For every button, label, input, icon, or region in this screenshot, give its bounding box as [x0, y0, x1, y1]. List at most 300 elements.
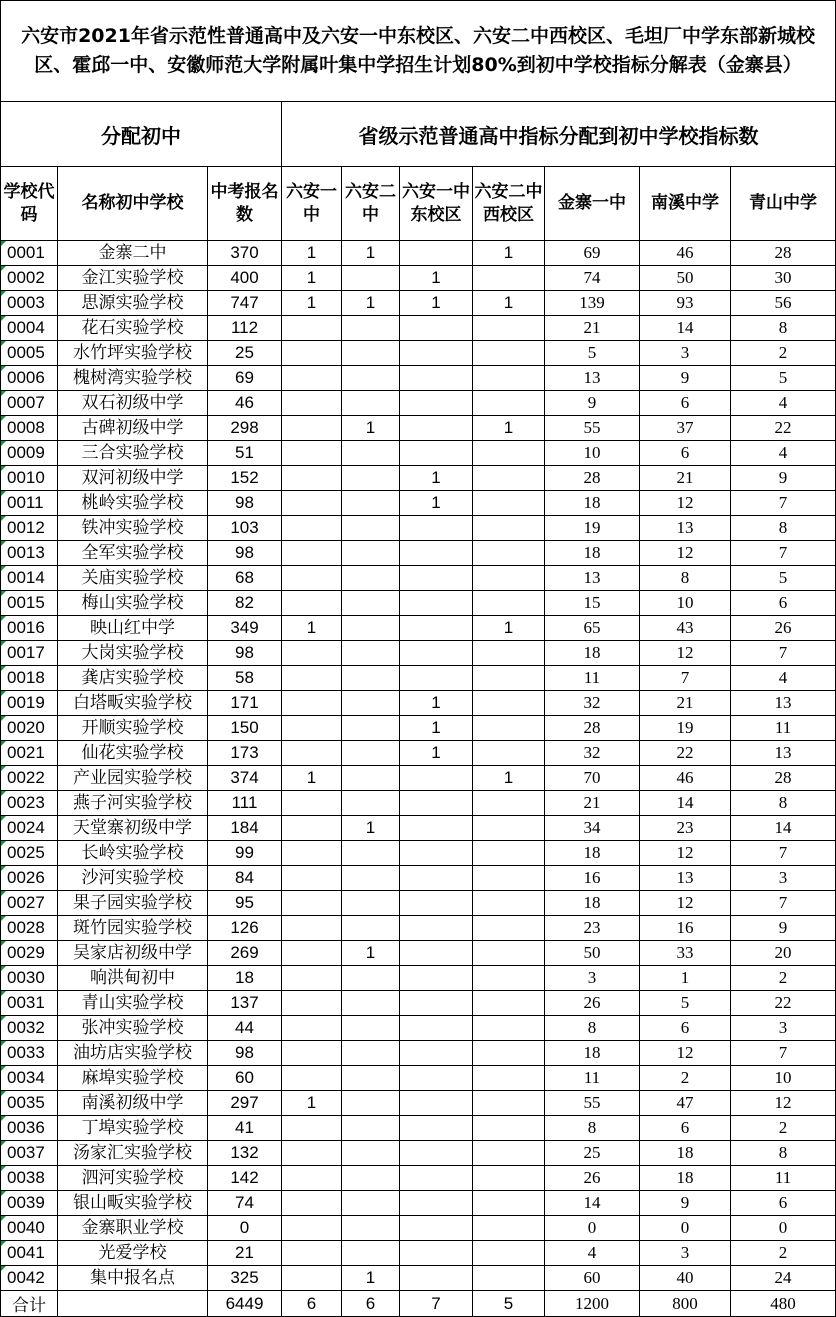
cell-luan-no2 — [342, 966, 400, 991]
column-header-qingshan: 青山中学 — [731, 167, 836, 241]
cell-jinzhai-no1: 3 — [545, 966, 640, 991]
cell-jinzhai-no1: 34 — [545, 816, 640, 841]
cell-nanxi: 9 — [640, 1191, 731, 1216]
cell-luan-no2 — [342, 516, 400, 541]
column-header-school-code: 学校代码 — [1, 167, 58, 241]
table-row — [1, 416, 836, 441]
cell-school-name: 全军实验学校 — [58, 541, 208, 566]
cell-qingshan: 4 — [731, 441, 836, 466]
cell-school-name: 双河初级中学 — [58, 466, 208, 491]
cell-school-name: 三合实验学校 — [58, 441, 208, 466]
cell-registrations: 152 — [208, 466, 282, 491]
cell-registrations: 21 — [208, 1241, 282, 1266]
cell-nanxi: 18 — [640, 1166, 731, 1191]
table-row — [1, 741, 836, 766]
cell-qingshan: 22 — [731, 991, 836, 1016]
cell-registrations: 58 — [208, 666, 282, 691]
table-row — [1, 666, 836, 691]
cell-school-code: 0040 — [1, 1216, 58, 1241]
cell-jinzhai-no1: 28 — [545, 466, 640, 491]
cell-school-code: 0038 — [1, 1166, 58, 1191]
cell-jinzhai-no1: 16 — [545, 866, 640, 891]
cell-luan-no1-east: 1 — [400, 466, 473, 491]
cell-nanxi: 0 — [640, 1216, 731, 1241]
cell-luan-no2-west — [473, 441, 545, 466]
cell-luan-no2 — [342, 1091, 400, 1116]
cell-luan-no2 — [342, 916, 400, 941]
cell-qingshan: 8 — [731, 316, 836, 341]
table-row — [1, 1041, 836, 1066]
table-row — [1, 791, 836, 816]
cell-qingshan: 11 — [731, 1166, 836, 1191]
cell-luan-no1-east — [400, 966, 473, 991]
cell-school-code: 0003 — [1, 291, 58, 316]
cell-qingshan: 8 — [731, 791, 836, 816]
cell-luan-no1 — [282, 916, 342, 941]
cell-luan-no1-east — [400, 991, 473, 1016]
cell-luan-no2-west — [473, 566, 545, 591]
cell-luan-no1 — [282, 1141, 342, 1166]
cell-registrations: 297 — [208, 1091, 282, 1116]
cell-jinzhai-no1: 70 — [545, 766, 640, 791]
cell-luan-no2-west — [473, 666, 545, 691]
cell-luan-no1-east — [400, 1016, 473, 1041]
cell-school-code: 0039 — [1, 1191, 58, 1216]
cell-luan-no1-east — [400, 1091, 473, 1116]
cell-school-name: 双石初级中学 — [58, 391, 208, 416]
cell-registrations: 111 — [208, 791, 282, 816]
total-jinzhai-no1: 1200 — [545, 1291, 640, 1317]
cell-luan-no2 — [342, 1016, 400, 1041]
cell-qingshan: 56 — [731, 291, 836, 316]
cell-jinzhai-no1: 28 — [545, 716, 640, 741]
cell-nanxi: 12 — [640, 491, 731, 516]
cell-luan-no1 — [282, 366, 342, 391]
cell-school-code: 0021 — [1, 741, 58, 766]
cell-registrations: 126 — [208, 916, 282, 941]
cell-registrations: 103 — [208, 516, 282, 541]
cell-nanxi: 6 — [640, 391, 731, 416]
cell-jinzhai-no1: 0 — [545, 1216, 640, 1241]
cell-jinzhai-no1: 18 — [545, 841, 640, 866]
cell-luan-no2-west — [473, 916, 545, 941]
cell-luan-no1 — [282, 1116, 342, 1141]
cell-luan-no1 — [282, 1041, 342, 1066]
cell-qingshan: 22 — [731, 416, 836, 441]
cell-luan-no1 — [282, 341, 342, 366]
cell-luan-no2-west — [473, 541, 545, 566]
cell-qingshan: 7 — [731, 1041, 836, 1066]
cell-luan-no1 — [282, 391, 342, 416]
table-row — [1, 516, 836, 541]
cell-school-code: 0023 — [1, 791, 58, 816]
table-row — [1, 866, 836, 891]
cell-jinzhai-no1: 50 — [545, 941, 640, 966]
cell-luan-no1 — [282, 791, 342, 816]
cell-school-name: 青山实验学校 — [58, 991, 208, 1016]
cell-luan-no2 — [342, 466, 400, 491]
cell-jinzhai-no1: 9 — [545, 391, 640, 416]
cell-nanxi: 22 — [640, 741, 731, 766]
cell-nanxi: 21 — [640, 466, 731, 491]
cell-jinzhai-no1: 25 — [545, 1141, 640, 1166]
cell-jinzhai-no1: 69 — [545, 241, 640, 266]
cell-school-code: 0033 — [1, 1041, 58, 1066]
cell-nanxi: 19 — [640, 716, 731, 741]
cell-school-name: 燕子河实验学校 — [58, 791, 208, 816]
cell-school-name: 天堂寨初级中学 — [58, 816, 208, 841]
cell-school-code: 0010 — [1, 466, 58, 491]
column-header-luan-no2-west: 六安二中西校区 — [473, 167, 545, 241]
cell-school-code: 0002 — [1, 266, 58, 291]
table-row — [1, 491, 836, 516]
cell-school-code: 0011 — [1, 491, 58, 516]
cell-jinzhai-no1: 19 — [545, 516, 640, 541]
cell-luan-no2-west — [473, 941, 545, 966]
cell-luan-no2 — [342, 1216, 400, 1241]
cell-luan-no1-east: 1 — [400, 741, 473, 766]
cell-luan-no2 — [342, 491, 400, 516]
cell-luan-no2 — [342, 841, 400, 866]
cell-luan-no1-east — [400, 941, 473, 966]
cell-nanxi: 13 — [640, 866, 731, 891]
cell-luan-no2: 1 — [342, 416, 400, 441]
cell-luan-no2 — [342, 566, 400, 591]
cell-school-name: 金江实验学校 — [58, 266, 208, 291]
cell-registrations: 0 — [208, 1216, 282, 1241]
cell-registrations: 82 — [208, 591, 282, 616]
cell-luan-no1-east — [400, 1066, 473, 1091]
cell-luan-no1 — [282, 741, 342, 766]
cell-school-code: 0035 — [1, 1091, 58, 1116]
cell-school-name: 桃岭实验学校 — [58, 491, 208, 516]
total-luan-no2-west: 5 — [473, 1291, 545, 1317]
cell-luan-no2-west — [473, 866, 545, 891]
cell-luan-no2-west — [473, 316, 545, 341]
cell-nanxi: 12 — [640, 641, 731, 666]
table-row — [1, 1266, 836, 1291]
cell-jinzhai-no1: 26 — [545, 991, 640, 1016]
cell-nanxi: 12 — [640, 1041, 731, 1066]
column-header-luan-no1: 六安一中 — [282, 167, 342, 241]
cell-luan-no1-east — [400, 1266, 473, 1291]
cell-nanxi: 37 — [640, 416, 731, 441]
cell-nanxi: 16 — [640, 916, 731, 941]
cell-luan-no1 — [282, 416, 342, 441]
cell-jinzhai-no1: 13 — [545, 366, 640, 391]
column-header-luan-no2: 六安二中 — [342, 167, 400, 241]
cell-nanxi: 13 — [640, 516, 731, 541]
cell-jinzhai-no1: 21 — [545, 791, 640, 816]
cell-luan-no1-east — [400, 516, 473, 541]
cell-luan-no2-west — [473, 1091, 545, 1116]
group-header-right: 省级示范普通高中指标分配到初中学校指标数 — [282, 102, 836, 167]
cell-qingshan: 12 — [731, 1091, 836, 1116]
cell-school-name: 仙花实验学校 — [58, 741, 208, 766]
cell-jinzhai-no1: 26 — [545, 1166, 640, 1191]
cell-school-code: 0022 — [1, 766, 58, 791]
cell-luan-no1-east — [400, 616, 473, 641]
cell-luan-no1: 1 — [282, 291, 342, 316]
cell-luan-no2-west — [473, 991, 545, 1016]
cell-luan-no1-east — [400, 441, 473, 466]
cell-nanxi: 10 — [640, 591, 731, 616]
cell-luan-no2-west: 1 — [473, 766, 545, 791]
cell-jinzhai-no1: 21 — [545, 316, 640, 341]
cell-registrations: 349 — [208, 616, 282, 641]
cell-nanxi: 12 — [640, 891, 731, 916]
cell-jinzhai-no1: 10 — [545, 441, 640, 466]
cell-luan-no1 — [282, 316, 342, 341]
cell-luan-no1-east — [400, 766, 473, 791]
table-row — [1, 1191, 836, 1216]
cell-luan-no1-east — [400, 1216, 473, 1241]
cell-qingshan: 7 — [731, 841, 836, 866]
cell-jinzhai-no1: 11 — [545, 1066, 640, 1091]
cell-luan-no2 — [342, 1066, 400, 1091]
cell-school-code: 0015 — [1, 591, 58, 616]
cell-luan-no1 — [282, 966, 342, 991]
cell-registrations: 173 — [208, 741, 282, 766]
cell-luan-no1-east — [400, 1041, 473, 1066]
cell-jinzhai-no1: 8 — [545, 1116, 640, 1141]
cell-luan-no2 — [342, 891, 400, 916]
cell-luan-no2-west: 1 — [473, 291, 545, 316]
table-row — [1, 641, 836, 666]
cell-luan-no1 — [282, 666, 342, 691]
table-row — [1, 916, 836, 941]
cell-luan-no2-west — [473, 341, 545, 366]
cell-school-name: 龚店实验学校 — [58, 666, 208, 691]
cell-registrations: 298 — [208, 416, 282, 441]
cell-luan-no1 — [282, 866, 342, 891]
cell-school-name: 水竹坪实验学校 — [58, 341, 208, 366]
cell-nanxi: 46 — [640, 241, 731, 266]
cell-registrations: 98 — [208, 541, 282, 566]
cell-luan-no1 — [282, 541, 342, 566]
cell-qingshan: 7 — [731, 641, 836, 666]
group-header-left: 分配初中 — [1, 102, 282, 167]
cell-luan-no1 — [282, 1266, 342, 1291]
cell-school-name: 产业园实验学校 — [58, 766, 208, 791]
table-row — [1, 841, 836, 866]
total-school-name — [58, 1291, 208, 1317]
total-nanxi: 800 — [640, 1291, 731, 1317]
column-header-nanxi: 南溪中学 — [640, 167, 731, 241]
table-row — [1, 1141, 836, 1166]
table-body — [1, 241, 836, 1317]
cell-luan-no2-west — [473, 1041, 545, 1066]
cell-school-code: 0028 — [1, 916, 58, 941]
cell-jinzhai-no1: 23 — [545, 916, 640, 941]
page-title: 六安市2021年省示范性普通高中及六安一中东校区、六安二中西校区、毛坦厂中学东部新城校区、霍邱一中、安徽师范大学附属叶集中学招生计划80%到初中学校指标分解表（金寨县） — [1, 1, 836, 102]
cell-qingshan: 6 — [731, 591, 836, 616]
cell-qingshan: 2 — [731, 966, 836, 991]
cell-school-name: 银山畈实验学校 — [58, 1191, 208, 1216]
cell-jinzhai-no1: 14 — [545, 1191, 640, 1216]
cell-registrations: 51 — [208, 441, 282, 466]
cell-luan-no1 — [282, 516, 342, 541]
cell-luan-no1 — [282, 716, 342, 741]
cell-luan-no2-west — [473, 391, 545, 416]
cell-school-code: 0027 — [1, 891, 58, 916]
cell-luan-no1 — [282, 941, 342, 966]
cell-luan-no1 — [282, 841, 342, 866]
cell-qingshan: 0 — [731, 1216, 836, 1241]
table-row — [1, 591, 836, 616]
cell-nanxi: 2 — [640, 1066, 731, 1091]
cell-luan-no1-east — [400, 391, 473, 416]
cell-school-name: 大岗实验学校 — [58, 641, 208, 666]
cell-school-name: 开顺实验学校 — [58, 716, 208, 741]
cell-luan-no2-west — [473, 816, 545, 841]
cell-luan-no2-west — [473, 1266, 545, 1291]
cell-luan-no2-west — [473, 1241, 545, 1266]
cell-qingshan: 20 — [731, 941, 836, 966]
cell-registrations: 325 — [208, 1266, 282, 1291]
cell-luan-no1: 1 — [282, 1091, 342, 1116]
cell-registrations: 41 — [208, 1116, 282, 1141]
cell-registrations: 44 — [208, 1016, 282, 1041]
cell-school-name: 铁冲实验学校 — [58, 516, 208, 541]
cell-school-name: 光爱学校 — [58, 1241, 208, 1266]
cell-registrations: 25 — [208, 341, 282, 366]
column-header-row — [1, 167, 836, 241]
cell-school-name: 响洪甸初中 — [58, 966, 208, 991]
cell-luan-no2-west — [473, 1191, 545, 1216]
cell-jinzhai-no1: 55 — [545, 416, 640, 441]
table-row — [1, 766, 836, 791]
cell-luan-no2-west — [473, 716, 545, 741]
cell-luan-no2-west — [473, 1066, 545, 1091]
table-row — [1, 1091, 836, 1116]
cell-school-name: 金寨职业学校 — [58, 1216, 208, 1241]
cell-registrations: 370 — [208, 241, 282, 266]
cell-registrations: 400 — [208, 266, 282, 291]
cell-school-code: 0013 — [1, 541, 58, 566]
cell-school-name: 泗河实验学校 — [58, 1166, 208, 1191]
cell-luan-no2 — [342, 316, 400, 341]
cell-school-code: 0001 — [1, 241, 58, 266]
cell-nanxi: 9 — [640, 366, 731, 391]
cell-school-code: 0018 — [1, 666, 58, 691]
cell-luan-no2-west — [473, 691, 545, 716]
table-row — [1, 366, 836, 391]
table-row — [1, 1166, 836, 1191]
cell-registrations: 98 — [208, 1041, 282, 1066]
total-registrations: 6449 — [208, 1291, 282, 1317]
cell-luan-no1-east — [400, 566, 473, 591]
table-row — [1, 541, 836, 566]
table-row — [1, 241, 836, 266]
cell-qingshan: 7 — [731, 541, 836, 566]
cell-school-name: 南溪初级中学 — [58, 1091, 208, 1116]
cell-qingshan: 7 — [731, 891, 836, 916]
cell-school-code: 0031 — [1, 991, 58, 1016]
table-row — [1, 716, 836, 741]
cell-qingshan: 4 — [731, 391, 836, 416]
cell-school-code: 0009 — [1, 441, 58, 466]
cell-luan-no2 — [342, 1166, 400, 1191]
cell-luan-no2 — [342, 641, 400, 666]
cell-jinzhai-no1: 15 — [545, 591, 640, 616]
cell-school-name: 丁埠实验学校 — [58, 1116, 208, 1141]
cell-nanxi: 12 — [640, 541, 731, 566]
cell-nanxi: 3 — [640, 341, 731, 366]
cell-registrations: 150 — [208, 716, 282, 741]
cell-registrations: 18 — [208, 966, 282, 991]
cell-school-code: 0008 — [1, 416, 58, 441]
cell-luan-no2 — [342, 366, 400, 391]
cell-qingshan: 2 — [731, 1241, 836, 1266]
cell-luan-no1-east — [400, 316, 473, 341]
cell-nanxi: 21 — [640, 691, 731, 716]
cell-luan-no2 — [342, 616, 400, 641]
cell-qingshan: 11 — [731, 716, 836, 741]
cell-school-name: 张冲实验学校 — [58, 1016, 208, 1041]
cell-qingshan: 4 — [731, 666, 836, 691]
cell-school-code: 0029 — [1, 941, 58, 966]
cell-registrations: 269 — [208, 941, 282, 966]
cell-luan-no1 — [282, 816, 342, 841]
cell-qingshan: 9 — [731, 916, 836, 941]
cell-nanxi: 18 — [640, 1141, 731, 1166]
cell-luan-no2: 1 — [342, 816, 400, 841]
cell-nanxi: 6 — [640, 1116, 731, 1141]
cell-luan-no1 — [282, 591, 342, 616]
cell-school-name: 白塔畈实验学校 — [58, 691, 208, 716]
cell-luan-no1-east — [400, 241, 473, 266]
table-row — [1, 1116, 836, 1141]
total-luan-no2: 6 — [342, 1291, 400, 1317]
cell-school-code: 0020 — [1, 716, 58, 741]
cell-school-code: 0007 — [1, 391, 58, 416]
cell-luan-no1 — [282, 1191, 342, 1216]
cell-school-code: 0041 — [1, 1241, 58, 1266]
cell-nanxi: 3 — [640, 1241, 731, 1266]
cell-luan-no2-west — [473, 1016, 545, 1041]
cell-registrations: 46 — [208, 391, 282, 416]
cell-luan-no1-east — [400, 816, 473, 841]
cell-jinzhai-no1: 65 — [545, 616, 640, 641]
cell-luan-no1 — [282, 1241, 342, 1266]
cell-luan-no2 — [342, 1141, 400, 1166]
cell-school-code: 0030 — [1, 966, 58, 991]
column-header-registrations: 中考报名数 — [208, 167, 282, 241]
cell-qingshan: 9 — [731, 466, 836, 491]
cell-nanxi: 47 — [640, 1091, 731, 1116]
cell-luan-no1-east — [400, 541, 473, 566]
cell-registrations: 95 — [208, 891, 282, 916]
cell-luan-no2 — [342, 441, 400, 466]
cell-school-code: 0005 — [1, 341, 58, 366]
cell-school-code: 0034 — [1, 1066, 58, 1091]
cell-registrations: 171 — [208, 691, 282, 716]
cell-registrations: 132 — [208, 1141, 282, 1166]
cell-luan-no1-east — [400, 591, 473, 616]
cell-nanxi: 6 — [640, 441, 731, 466]
cell-luan-no2 — [342, 541, 400, 566]
cell-luan-no2 — [342, 991, 400, 1016]
cell-registrations: 69 — [208, 366, 282, 391]
table-row — [1, 566, 836, 591]
cell-luan-no2-west — [473, 1116, 545, 1141]
cell-luan-no2-west — [473, 266, 545, 291]
cell-luan-no2-west — [473, 891, 545, 916]
cell-luan-no1 — [282, 1166, 342, 1191]
cell-nanxi: 8 — [640, 566, 731, 591]
table-row — [1, 316, 836, 341]
